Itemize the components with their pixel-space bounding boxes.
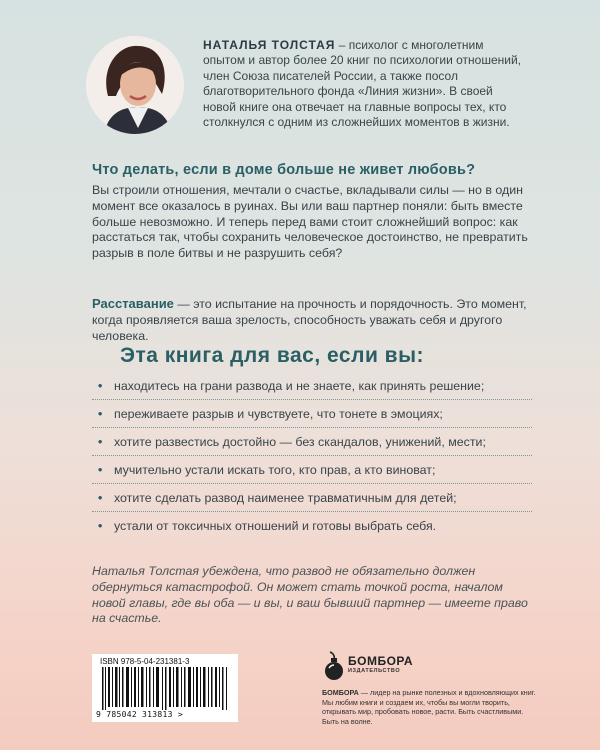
logo-name: БОМБОРА [348, 654, 414, 668]
closing-quote: Наталья Толстая убеждена, что развод не обязательно должен обернуться катастрофой. Он может стать точкой роста, началом новой главы, где вы оба — и вы, и ваш бывший партнер — имеете право на счастье. [92, 564, 528, 626]
list-item: • хотите сделать развод наименее травматичным для детей; [92, 490, 532, 512]
barcode [92, 654, 238, 722]
list-item: • хотите развестись достойно — без скандалов, унижений, мести; [92, 434, 532, 456]
publisher-name: БОМБОРА [322, 688, 359, 697]
list-item: • переживаете разрыв и чувствуете, что тонете в эмоциях; [92, 406, 532, 428]
list-item: • находитесь на грани развода и не знаете, как принять решение; [92, 378, 532, 400]
logo-subtitle: ИЗДАТЕЛЬСТВО [348, 668, 401, 674]
author-photo-icon [86, 36, 184, 134]
list-item: • устали от токсичных отношений и готовы выбрать себя. [92, 518, 532, 539]
author-bio [203, 38, 521, 130]
audience-list [92, 378, 532, 545]
breakup-text: — это испытание на прочность и порядочность. Это момент, когда проявляется ваша зрелость, способность уважать себя и другого человека. [92, 297, 527, 343]
breakup-lead: Расставание [92, 296, 174, 311]
bomb-icon [322, 650, 344, 682]
publisher-description [322, 688, 537, 726]
breakup-paragraph [92, 296, 532, 344]
publisher-logo [322, 648, 472, 686]
author-bio-text: – психолог с многолетним опытом и автор более 20 книг по психологии отношений, член Союза писателей России, а также посол благотворительного фонда «Линия жизни». В своей новой книге она отвечает на главные вопросы тех, кто столкнулся с одним из сложнейших моментов в жизни. [203, 38, 522, 130]
barcode-number: 9 785042 313813 > [96, 710, 183, 719]
intro-paragraph: Вы строили отношения, мечтали о счастье, вкладывали силы — но в один момент все оказалось в руинах. Вы или ваш партнер поняли: быть вместе больше невозможно. И теперь перед вами стоит сложнейший вопрос: как расстаться так, чтобы сохранить человеческое достоинство, не превратить разрыв в поле битвы и не разрушить себя? [92, 183, 528, 261]
publisher-text: — лидер на рынке полезных и вдохновляющих книг. Мы любим книги и создаем их, чтобы вы могли творить, открывать мир, пробовать новое, расти. Быть счастливыми. Быть на волне. [322, 688, 536, 726]
barcode-bars-icon [100, 667, 230, 710]
author-name: НАТАЛЬЯ ТОЛСТАЯ [203, 38, 336, 52]
author-portrait [86, 36, 184, 134]
isbn-label: ISBN 978-5-04-231381-3 [100, 657, 190, 666]
list-item: • мучительно устали искать того, кто прав, а кто виноват; [92, 462, 532, 484]
main-question: Что делать, если в доме больше не живет любовь? [92, 162, 476, 178]
list-title: Эта книга для вас, если вы: [120, 344, 425, 367]
